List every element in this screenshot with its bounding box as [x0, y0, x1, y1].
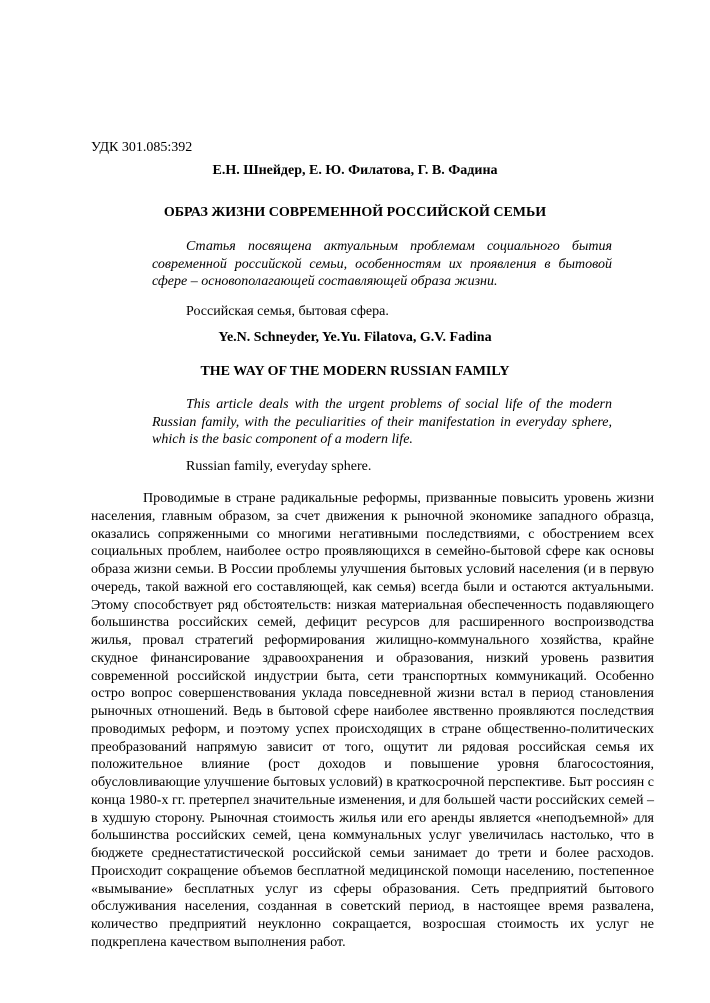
udc-code: УДК 301.085:392 — [91, 140, 193, 155]
keywords-en: Russian family, everyday sphere. — [186, 459, 372, 474]
title-ru: ОБРАЗ ЖИЗНИ СОВРЕМЕННОЙ РОССИЙСКОЙ СЕМЬИ — [163, 205, 547, 220]
abstract-ru: Статья посвящена актуальным проблемам социального бытия современной российской семьи, особенностям их проявления в бытовой сфере – основополагающей составляющей образа жизни. — [152, 239, 612, 289]
title-en: THE WAY OF THE MODERN RUSSIAN FAMILY — [200, 364, 510, 379]
authors-en: Ye.N. Schneyder, Ye.Yu. Filatova, G.V. Fadina — [218, 330, 492, 345]
abstract-en: This article deals with the urgent problems of social life of the modern Russian family, with the peculiarities of their manifestation in everyday sphere, which is the basic component of a modern life. — [152, 397, 612, 447]
authors-ru: Е.Н. Шнейдер, Е. Ю. Филатова, Г. В. Фадина — [212, 163, 498, 178]
body-paragraph: Проводимые в стране радикальные реформы, призванные повысить уровень жизни населения, главным образом, за счет движения к рыночной экономике западного образца, оказались сопряженными со многими негативными последствиями, с обострением всех социальных проблем, наиболее остро проявляющихся в семейно-бытовой сфере как основы образа жизни семьи. В России проблемы улучшения бытовых условий населения (и в первую очередь, такой важной его составляющей, как семья) всегда были и остаются актуальными. Этому способствует ряд обстоятельств: низкая материальная обеспеченность подавляющего большинства российских семей, дефицит ресурсов для расширенного воспроизводства жилья, провал стратегий реформирования жилищно-коммунального хозяйства, крайне скудное финансирование здравоохранения и образования, низкий уровень развития современной российской индустрии быта, сети транспортных коммуникаций. Особенно остро вопрос совершенствования уклада повседневной жизни встал в период становления рыночных отношений. Ведь в бытовой сфере наиболее явственно проявляются последствия проводимых реформ, и поэтому успех происходящих в стране общественно-политических преобразований напрямую зависит от того, ощутит ли рядовая российская семья их положительное влияние (рост доходов и повышение уровня благосостояния, обусловливающие улучшение бытовых условий) в краткосрочной перспективе. Быт россиян с конца 1980-х гг. претерпел значительные изменения, и для большей части российских семей – в худшую сторону. Рыночная стоимость жилья или его аренды является «неподъемной» для большинства российских семей, цена коммунальных услуг увеличилась настолько, что в бюджете среднестатистической российской семьи занимает до трети и более расходов. Происходит сокращение объемов бесплатной медицинской помощи населению, постепенное «вымывание» бесплатных услуг из сферы образования. Сеть предприятий бытового обслуживания населения, созданная в советский период, в настоящее время развалена, количество предприятий неуклонно сокращается, возросшая стоимость их услуг не подкреплена качеством выполнения работ. — [91, 491, 654, 950]
keywords-ru: Российская семья, бытовая сфера. — [186, 304, 389, 319]
